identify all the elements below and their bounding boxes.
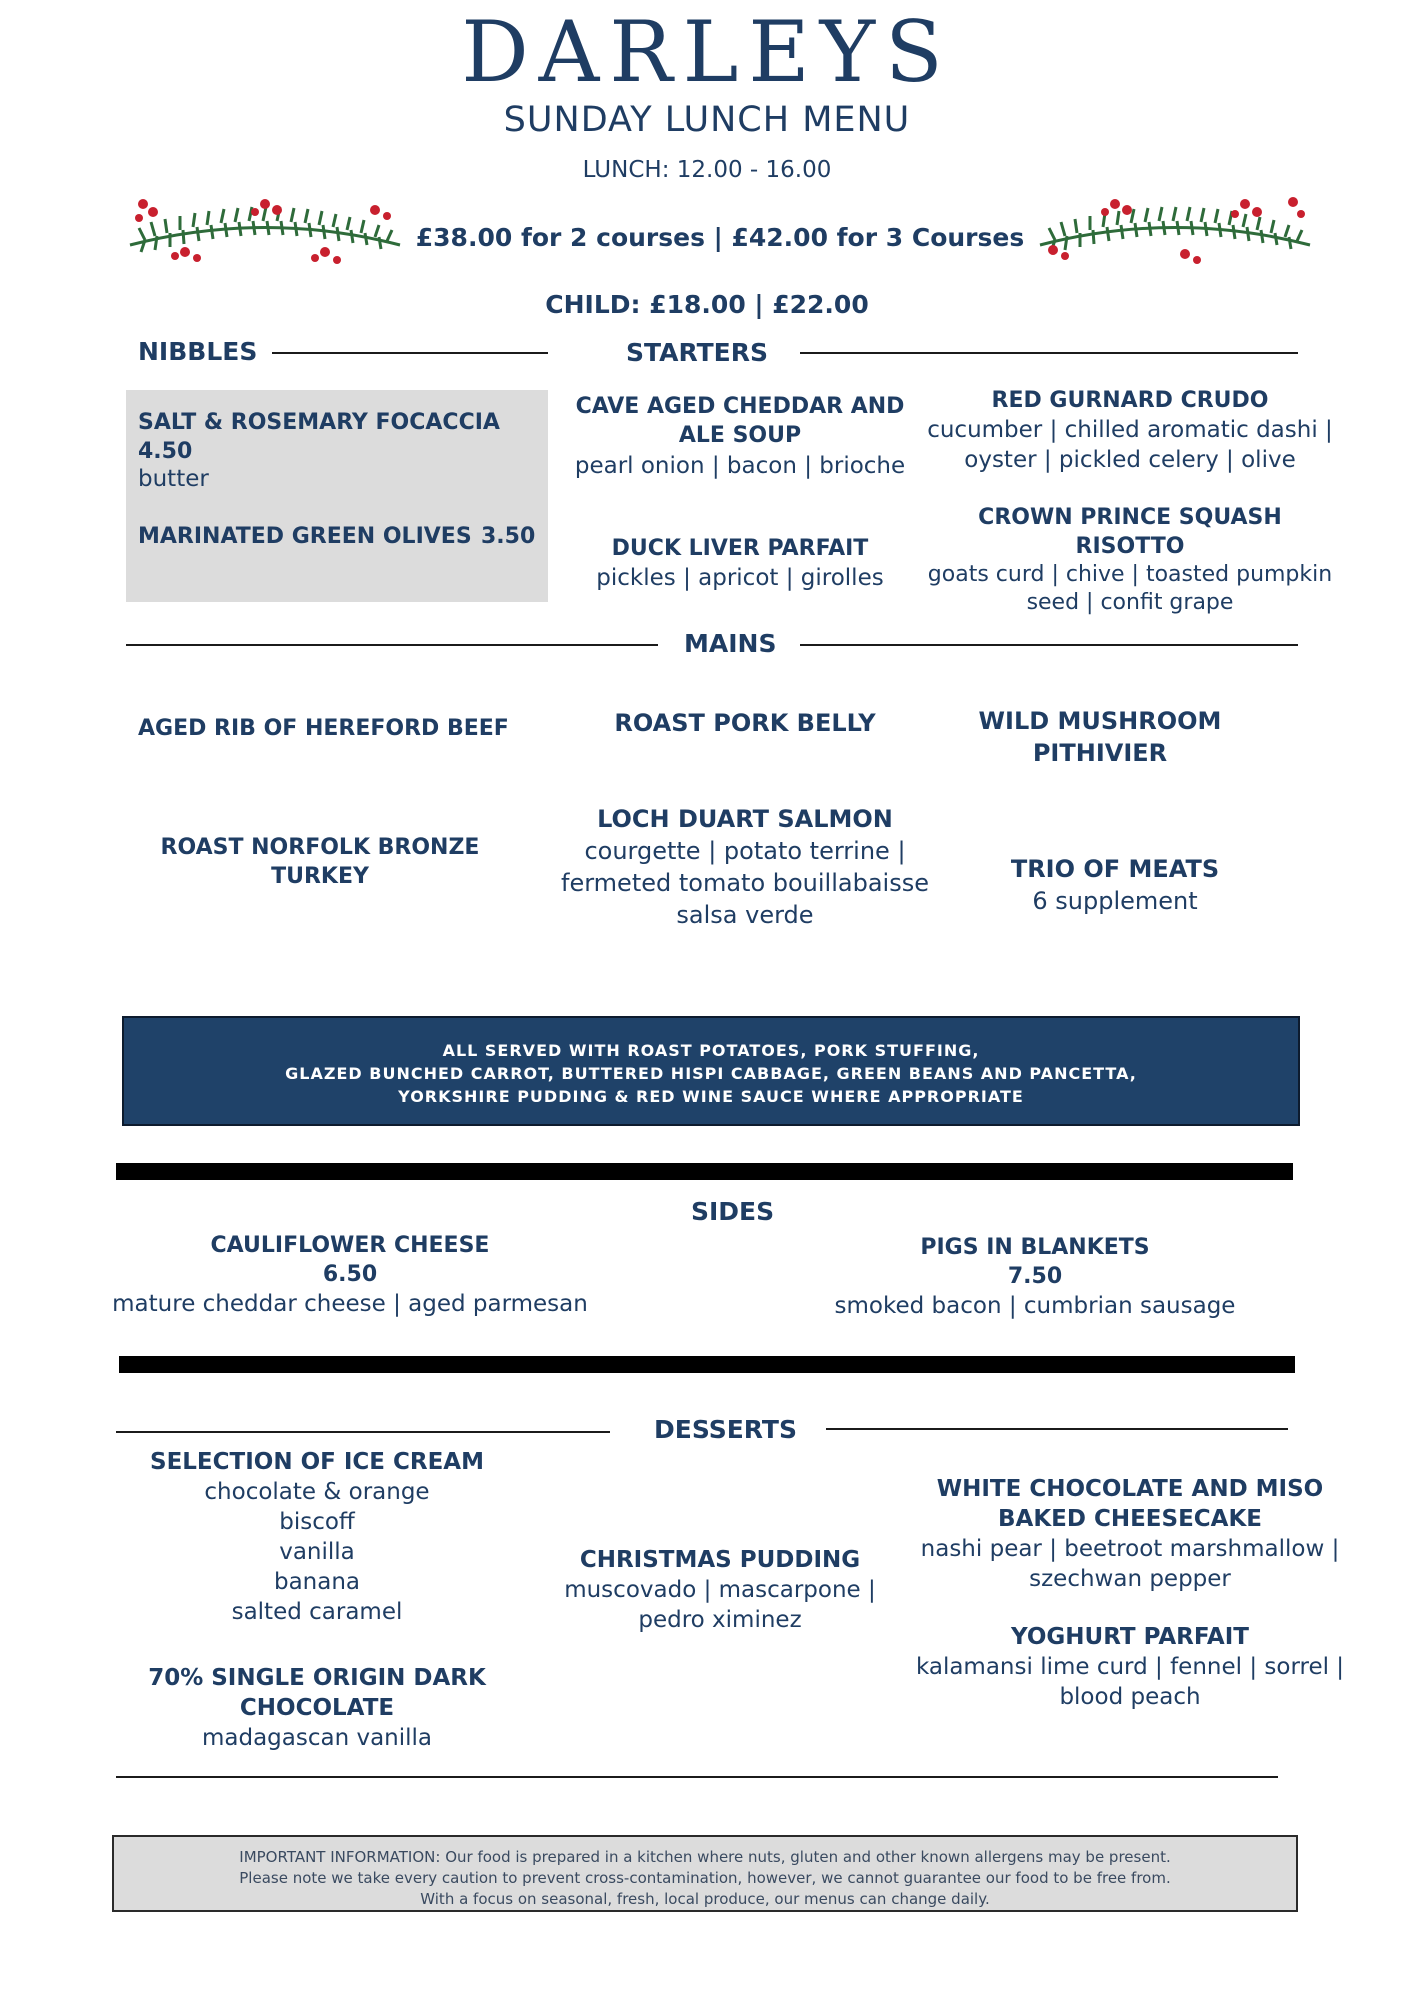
main-name: TURKEY: [271, 864, 369, 889]
starter-name: CAVE AGED CHEDDAR AND: [575, 394, 905, 419]
dessert-flavour: banana: [273, 1569, 361, 1595]
thick-divider: [116, 1163, 1293, 1180]
main-name: ROAST PORK BELLY: [614, 709, 876, 737]
divider: [116, 1431, 610, 1433]
nibble-price: 4.50: [138, 439, 193, 464]
nibble-name: SALT & ROSEMARY FOCACCIA: [138, 410, 500, 435]
allergen-info-box: [112, 1835, 1298, 1912]
info-line: IMPORTANT INFORMATION: Our food is prepared in a kitchen where nuts, gluten and other known allergens may be present.: [239, 1848, 1171, 1866]
dessert-flavour: salted caramel: [231, 1599, 403, 1625]
dessert-desc: kalamansi lime curd | fennel | sorrel |: [915, 1654, 1345, 1680]
main-name: PITHIVIER: [1032, 739, 1168, 767]
starter-name: ALE SOUP: [678, 423, 802, 448]
starter-desc: oyster | pickled celery | olive: [964, 447, 1296, 473]
nibble-price: 3.50: [481, 524, 536, 549]
dessert-name: BAKED CHEESECAKE: [997, 1506, 1262, 1532]
dessert-name: WHITE CHOCOLATE AND MISO: [936, 1476, 1324, 1502]
starter-name: RED GURNARD CRUDO: [991, 388, 1269, 413]
starters-heading: STARTERS: [626, 338, 768, 367]
divider: [826, 1428, 1288, 1430]
side-item: [100, 1231, 600, 1319]
dessert-name: SELECTION OF ICE CREAM: [150, 1449, 484, 1475]
pine-garland-left-icon: [125, 190, 405, 270]
starter-desc: goats curd | chive | toasted pumpkin: [927, 562, 1333, 587]
dessert-desc: nashi pear | beetroot marshmallow |: [920, 1536, 1340, 1562]
mains-heading: MAINS: [684, 629, 777, 658]
main-name: WILD MUSHROOM: [978, 707, 1222, 735]
main-name: AGED RIB OF HEREFORD BEEF: [138, 716, 509, 741]
nibbles-heading: NIBBLES: [138, 337, 258, 366]
side-price: 7.50: [1007, 1264, 1063, 1289]
lunch-hours: LUNCH: 12.00 - 16.00: [582, 157, 832, 183]
dessert-item: [530, 1545, 910, 1635]
banner-line: YORKSHIRE PUDDING & RED WINE SAUCE WHERE APPROPRIATE: [398, 1087, 1024, 1106]
dessert-flavour: chocolate & orange: [204, 1479, 430, 1505]
banner-line: GLAZED BUNCHED CARROT, BUTTERED HISPI CABBAGE, GREEN BEANS AND PANCETTA,: [285, 1064, 1137, 1083]
divider: [272, 352, 548, 354]
dessert-item: [117, 1663, 517, 1753]
main-name: LOCH DUART SALMON: [597, 805, 893, 833]
restaurant-title: DARLEYS: [461, 3, 953, 101]
info-line: Please note we take every caution to prevent cross-contamination, however, we cannot guarantee our food to be free from.: [239, 1869, 1171, 1887]
divider: [116, 1776, 1278, 1778]
starter-desc: pearl onion | bacon | brioche: [574, 453, 906, 479]
main-name: ROAST NORFOLK BRONZE: [160, 835, 480, 860]
dessert-item: [895, 1622, 1365, 1712]
banner-line: ALL SERVED WITH ROAST POTATOES, PORK STUFFING,: [442, 1041, 980, 1060]
starter-desc: pickles | apricot | girolles: [596, 565, 884, 591]
sides-heading: SIDES: [691, 1197, 775, 1226]
dessert-name: 70% SINGLE ORIGIN DARK: [148, 1665, 486, 1691]
dessert-desc: szechwan pepper: [1029, 1566, 1231, 1592]
dessert-desc: blood peach: [1059, 1684, 1201, 1710]
starter-name: CROWN PRINCE SQUASH: [978, 505, 1282, 530]
side-item: [800, 1233, 1270, 1321]
main-desc: 6 supplement: [1032, 887, 1198, 915]
starter-item: [560, 534, 920, 593]
info-line: With a focus on seasonal, fresh, local produce, our menus can change daily.: [420, 1890, 990, 1908]
side-desc: smoked bacon | cumbrian sausage: [834, 1293, 1236, 1319]
main-item: [930, 853, 1300, 917]
nibble-name: MARINATED GREEN OLIVES: [138, 524, 472, 549]
side-name: CAULIFLOWER CHEESE: [210, 1233, 490, 1258]
dessert-flavour: vanilla: [279, 1539, 355, 1565]
thick-divider: [119, 1356, 1295, 1373]
dessert-item: [895, 1474, 1365, 1594]
main-item: [125, 833, 515, 891]
starter-item: [900, 386, 1360, 475]
dessert-desc: muscovado | mascarpone |: [564, 1577, 876, 1603]
side-desc: mature cheddar cheese | aged parmesan: [112, 1291, 588, 1317]
main-desc: salsa verde: [676, 901, 814, 929]
main-name: TRIO OF MEATS: [1010, 855, 1220, 883]
divider: [126, 644, 658, 646]
dessert-name: CHOCOLATE: [239, 1695, 395, 1721]
divider: [800, 352, 1298, 354]
starter-item: [900, 503, 1360, 617]
side-price: 6.50: [322, 1262, 378, 1287]
dessert-flavour: biscoff: [279, 1509, 355, 1535]
main-item: [540, 803, 950, 931]
child-price: CHILD: £18.00 | £22.00: [545, 290, 869, 319]
dessert-desc: pedro ximinez: [638, 1607, 802, 1633]
starter-item: [560, 392, 920, 481]
dessert-desc: madagascan vanilla: [201, 1725, 433, 1751]
served-with-banner: [122, 1016, 1300, 1126]
main-item: [920, 705, 1280, 769]
nibble-desc: butter: [138, 466, 209, 492]
desserts-heading: DESSERTS: [654, 1415, 797, 1444]
starter-name: DUCK LIVER PARFAIT: [611, 536, 869, 561]
main-desc: courgette | potato terrine |: [584, 837, 906, 865]
starter-name: RISOTTO: [1075, 534, 1185, 559]
starter-desc: cucumber | chilled aromatic dashi |: [927, 417, 1333, 443]
starter-desc: seed | confit grape: [1026, 590, 1234, 615]
dessert-name: YOGHURT PARFAIT: [1011, 1624, 1249, 1650]
side-name: PIGS IN BLANKETS: [920, 1235, 1150, 1260]
dessert-name: CHRISTMAS PUDDING: [579, 1547, 861, 1573]
main-desc: fermeted tomato bouillabaisse: [561, 869, 929, 897]
price-line: £38.00 for 2 courses | £42.00 for 3 Courses: [415, 223, 1025, 252]
divider: [800, 644, 1298, 646]
pine-garland-right-icon: [1035, 190, 1315, 270]
dessert-item: [117, 1447, 517, 1627]
menu-subtitle: SUNDAY LUNCH MENU: [503, 100, 911, 140]
